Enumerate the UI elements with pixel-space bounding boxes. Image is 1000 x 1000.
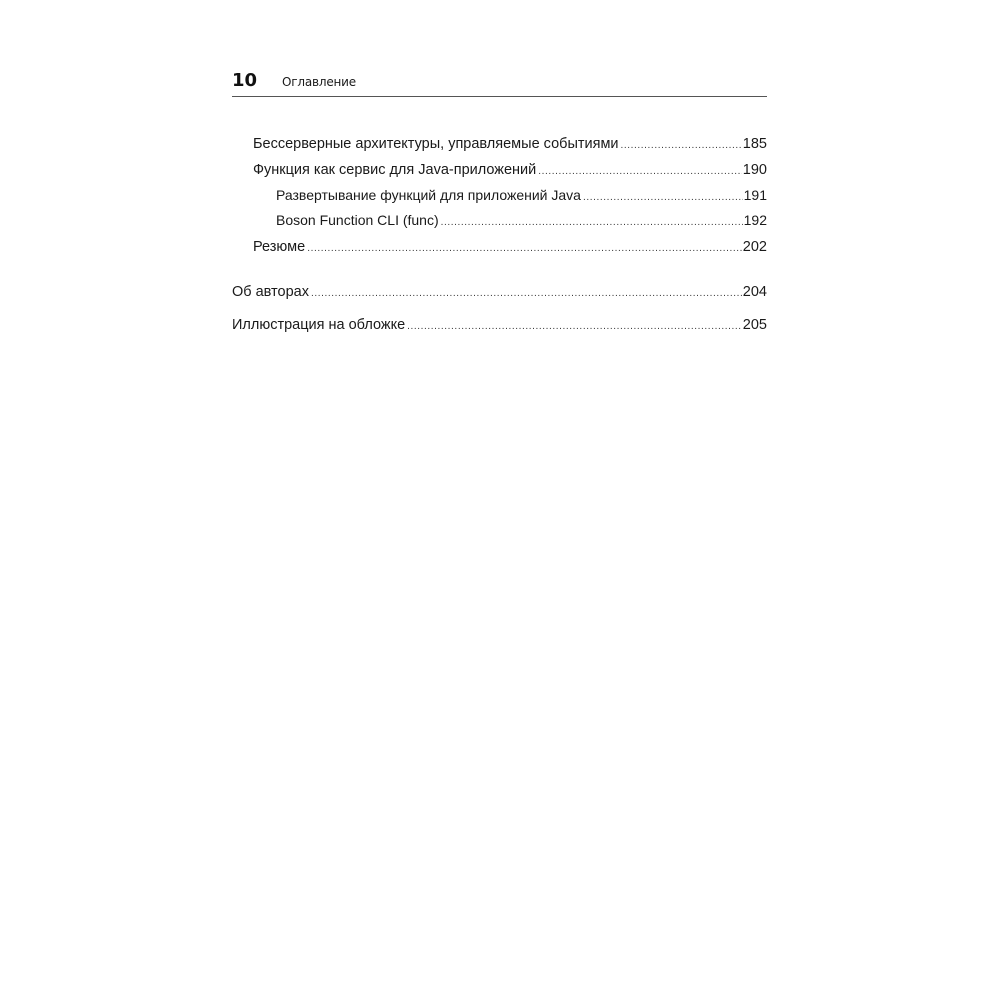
toc-entry[interactable] bbox=[232, 315, 767, 335]
toc-entry[interactable] bbox=[253, 160, 767, 180]
toc-entry-title: Об авторах bbox=[232, 284, 309, 300]
running-title: Оглавление bbox=[282, 75, 356, 89]
dot-leader bbox=[621, 136, 742, 156]
toc-entry[interactable] bbox=[276, 210, 767, 230]
dot-leader bbox=[538, 162, 742, 182]
toc-entry-title: Бессерверные архитектуры, управляемые событиями bbox=[253, 136, 619, 152]
toc-entry-page: 185 bbox=[742, 136, 767, 152]
dot-leader bbox=[583, 188, 743, 208]
toc-entry[interactable] bbox=[253, 237, 767, 257]
dot-leader bbox=[407, 317, 742, 337]
dot-leader bbox=[441, 213, 743, 233]
toc-entry-title: Развертывание функций для приложений Java bbox=[276, 187, 581, 203]
toc-entry-page: 202 bbox=[742, 239, 767, 255]
toc-entry-title: Boson Function CLI (func) bbox=[276, 212, 439, 228]
toc-entry[interactable] bbox=[276, 185, 767, 205]
toc-entry-page: 191 bbox=[743, 187, 767, 203]
dot-leader bbox=[311, 284, 742, 304]
toc-entry[interactable] bbox=[232, 282, 767, 302]
toc-entry-title: Иллюстрация на обложке bbox=[232, 317, 406, 333]
toc-entry-page: 190 bbox=[742, 162, 767, 178]
toc-entry[interactable] bbox=[253, 134, 767, 154]
toc-entry-title: Функция как сервис для Java-приложений bbox=[253, 162, 537, 178]
toc-entry-page: 204 bbox=[742, 284, 767, 300]
dot-leader bbox=[307, 239, 742, 259]
toc-entry-page: 205 bbox=[742, 317, 767, 333]
toc-entry-title: Резюме bbox=[253, 239, 306, 255]
toc-entry-page: 192 bbox=[743, 212, 767, 228]
page-number: 10 bbox=[232, 70, 258, 91]
